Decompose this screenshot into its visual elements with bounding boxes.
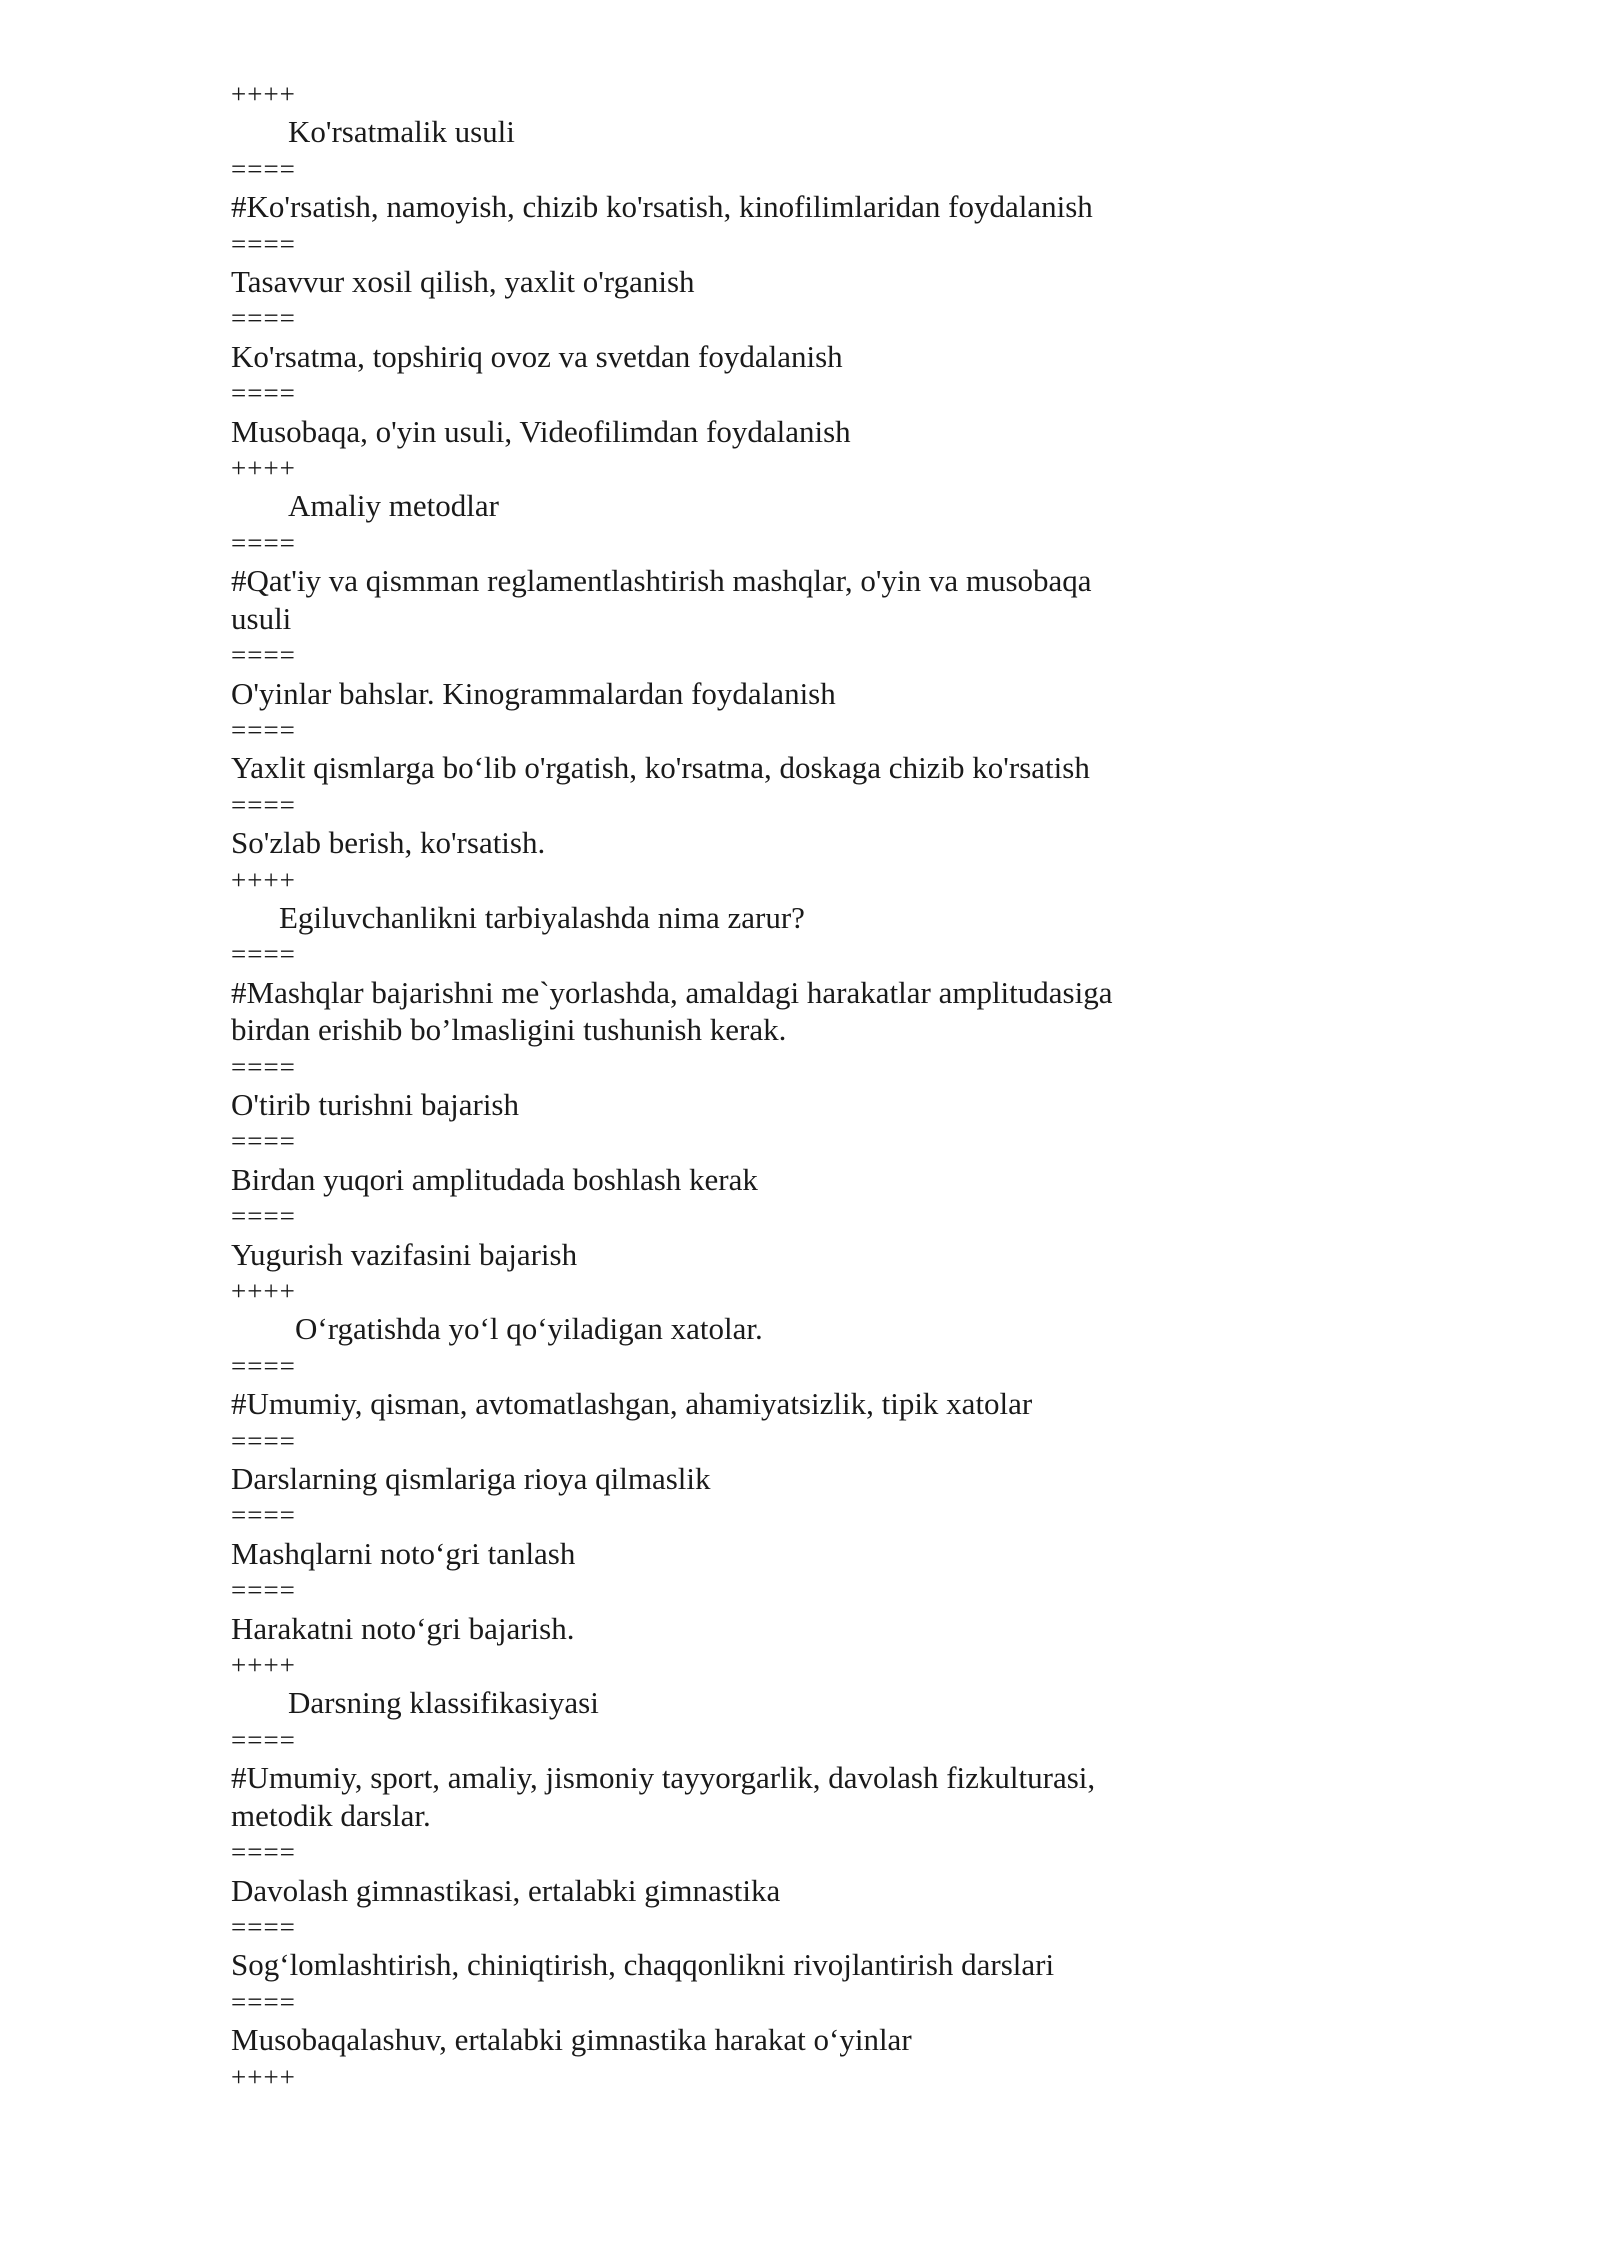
option-marker: ==== bbox=[231, 640, 296, 671]
option-marker: ==== bbox=[231, 378, 296, 409]
option-text: Birdan yuqori amplitudada boshlash kerak bbox=[231, 1161, 758, 1197]
option-marker: ==== bbox=[231, 939, 296, 970]
option-text: Mashqlarni noto‘gri tanlash bbox=[231, 1535, 576, 1571]
option-marker: ==== bbox=[231, 1126, 296, 1157]
option-marker: ==== bbox=[231, 1201, 296, 1232]
question-marker: ++++ bbox=[231, 1276, 296, 1306]
question-block bbox=[231, 76, 1231, 450]
option-marker: ==== bbox=[231, 228, 296, 259]
question-marker: ++++ bbox=[231, 1650, 296, 1681]
option-text: Ko'rsatma, topshiriq ovoz va svetdan foydalanish bbox=[231, 338, 843, 374]
option-text: Tasavvur xosil qilish, yaxlit o'rganish bbox=[231, 264, 695, 300]
option-text: Yugurish vazifasini bajarish bbox=[231, 1236, 578, 1272]
question-block bbox=[231, 1273, 1231, 1647]
question-text: O‘rgatishda yo‘l qo‘yiladigan xatolar. bbox=[295, 1311, 763, 1347]
question-text: Amaliy metodlar bbox=[288, 488, 499, 524]
option-marker: ==== bbox=[231, 527, 296, 558]
option-text: Darslarning qismlariga rioya qilmaslik bbox=[231, 1461, 711, 1497]
option-text: O'tirib turishni bajarish bbox=[231, 1086, 519, 1122]
option-text: #Umumiy, qisman, avtomatlashgan, ahamiyatsizlik, tipik xatolar bbox=[231, 1386, 1033, 1422]
option-marker: ==== bbox=[231, 1051, 296, 1082]
option-text: Musobaqa, o'yin usuli, Videofilimdan foydalanish bbox=[231, 413, 851, 449]
option-text: Sog‘lomlashtirish, chiniqtirish, chaqqonlikni rivojlantirish darslari bbox=[231, 1947, 1055, 1983]
option-text: #Mashqlar bajarishni me`yorlashda, amaldagi harakatlar amplitudasiga bbox=[231, 974, 1113, 1010]
question-text: Egiluvchanlikni tarbiyalashda nima zarur? bbox=[279, 899, 805, 935]
question-marker: ++++ bbox=[231, 453, 296, 484]
option-text: O'yinlar bahslar. Kinogrammalardan foydalanish bbox=[231, 675, 836, 711]
option-text-continuation: metodik darslar. bbox=[231, 1797, 431, 1833]
option-marker: ==== bbox=[231, 1724, 296, 1755]
document-page bbox=[231, 76, 1231, 2096]
question-marker: ++++ bbox=[231, 864, 296, 895]
question-marker: ++++ bbox=[231, 79, 296, 109]
option-text: #Qat'iy va qismman reglamentlashtirish mashqlar, o'yin va musobaqa bbox=[231, 563, 1092, 599]
option-text: Yaxlit qismlarga bo‘lib o'rgatish, ko'rsatma, doskaga chizib ko'rsatish bbox=[231, 750, 1090, 786]
question-text: Darsning klassifikasiyasi bbox=[288, 1685, 599, 1721]
option-text: Davolash gimnastikasi, ertalabki gimnastika bbox=[231, 1872, 781, 1908]
question-marker: ++++ bbox=[231, 2061, 296, 2092]
option-marker: ==== bbox=[231, 1425, 296, 1456]
option-marker: ==== bbox=[231, 1837, 296, 1868]
option-marker: ==== bbox=[231, 714, 296, 745]
option-text: #Umumiy, sport, amaliy, jismoniy tayyorgarlik, davolash fizkulturasi, bbox=[231, 1760, 1096, 1796]
option-text-continuation: birdan erishib bo’lmasligini tushunish kerak. bbox=[231, 1012, 787, 1048]
question-text: Ko'rsatmalik usuli bbox=[288, 114, 515, 150]
question-block bbox=[231, 450, 1231, 861]
option-text: #Ko'rsatish, namoyish, chizib ko'rsatish, kinofilimlaridan foydalanish bbox=[231, 189, 1093, 225]
option-text: So'zlab berish, ko'rsatish. bbox=[231, 825, 546, 861]
option-marker: ==== bbox=[231, 789, 296, 820]
option-text: Musobaqalashuv, ertalabki gimnastika harakat o‘yinlar bbox=[231, 2022, 912, 2058]
option-marker: ==== bbox=[231, 1911, 296, 1942]
option-marker: ==== bbox=[231, 1575, 296, 1606]
option-marker: ==== bbox=[231, 1986, 296, 2017]
question-block bbox=[231, 862, 1231, 1273]
option-marker: ==== bbox=[231, 1350, 296, 1381]
option-text-continuation: usuli bbox=[231, 600, 292, 636]
option-marker: ==== bbox=[231, 153, 296, 184]
option-marker: ==== bbox=[231, 1500, 296, 1531]
option-text: Harakatni noto‘gri bajarish. bbox=[231, 1610, 575, 1646]
question-block bbox=[231, 1647, 1231, 2058]
option-marker: ==== bbox=[231, 303, 296, 334]
